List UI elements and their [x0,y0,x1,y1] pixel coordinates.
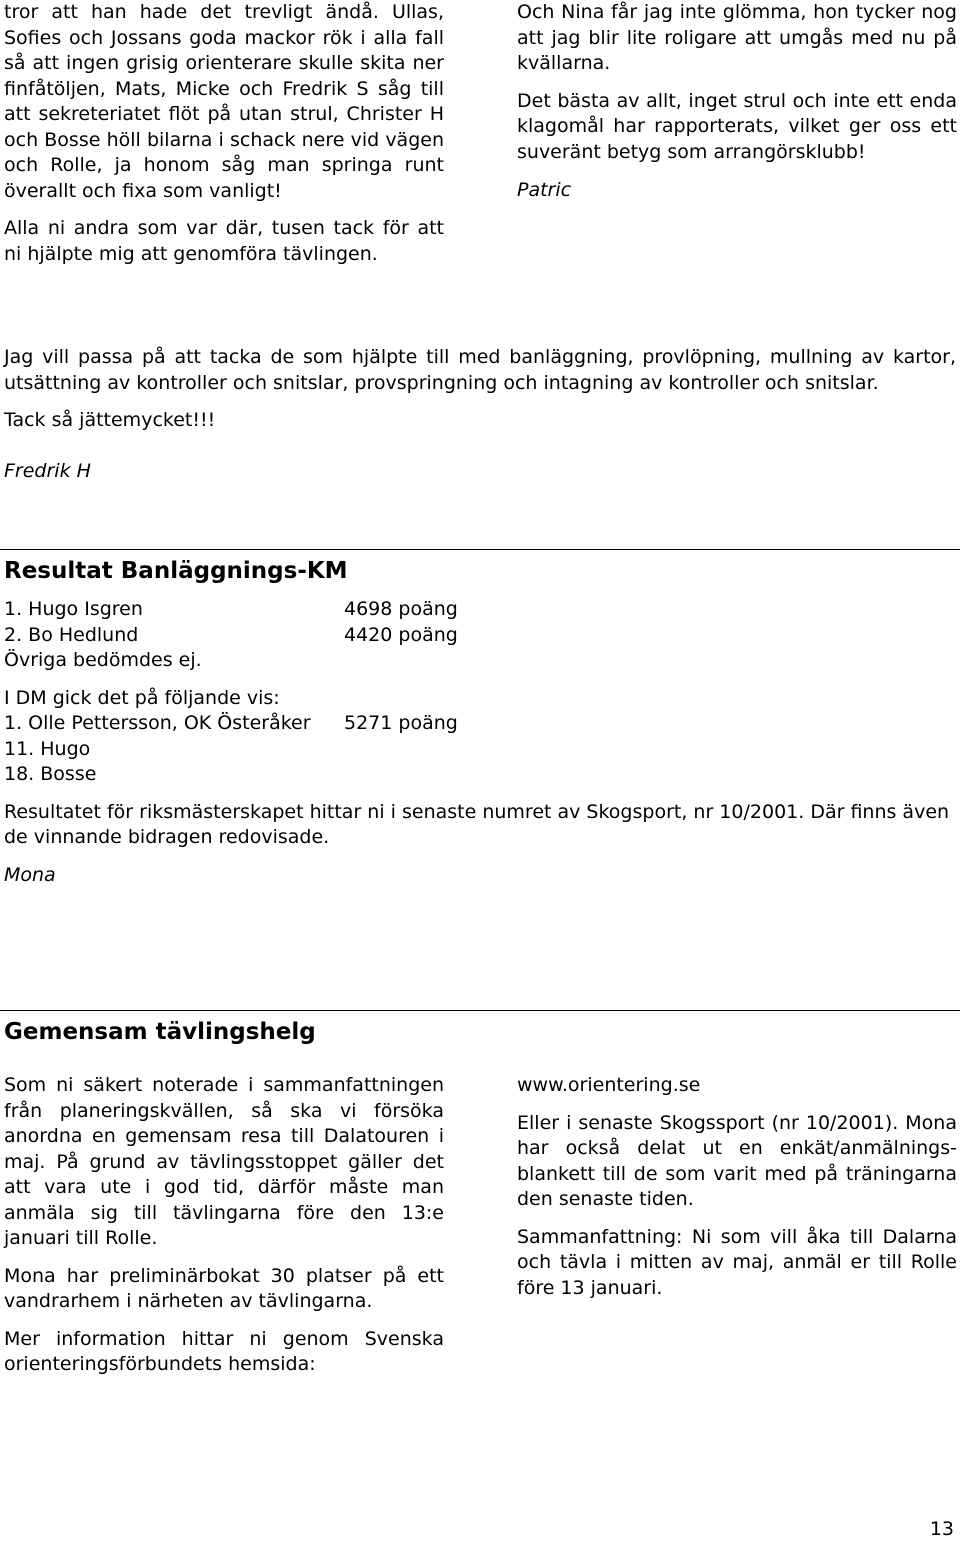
paragraph: Tack så jättemycket!!! [4,409,216,431]
paragraph: Och Nina får jag inte glömma, hon tycker nog att jag blir lite roligare att umgås med nu på kvällarna. [517,1,957,74]
paragraph: Eller i senaste Skogssport (nr 10/2001). Mona har också delat ut en enkät/anmälnings-blankett till de som varit med på träningarna den senaste tiden. [517,1111,957,1210]
list-item [4,711,956,737]
result-name: 1. Hugo Isgren [4,598,143,620]
section-heading: Resultat Banläggnings-KM [4,558,348,584]
km-results-list [4,597,956,648]
paragraph: Alla ni andra som var där, tusen tack för att ni hjälpte mig att genomföra tävlingen. [4,217,444,265]
result-name: 11. Hugo [4,737,91,760]
results-section [4,556,956,888]
list-item [4,737,956,763]
result-name: 18. Bosse [4,763,97,785]
result-points: 4698 poäng [344,598,458,620]
paragraph: Övriga bedömdes ej. [4,649,202,671]
website-link[interactable]: www.orientering.se [517,1074,701,1096]
list-item [4,597,956,623]
weekend-right-column [517,1073,957,1301]
top-right-column [517,0,957,204]
paragraph: Jag vill passa på att tacka de som hjälpte till med banläggning, provlöpning, mullning av kartor, utsättning av kontroller och snitslar, provspringning och intagning av kontroller och snitslar. [4,346,956,394]
paragraph: I DM gick det på följande vis: [4,686,280,709]
paragraph: Sammanfattning: Ni som vill åka till Dalarna och tävla i mitten av maj, anmäl er till Rolle före 13 januari. [517,1225,957,1299]
section-divider [0,549,960,550]
signature: Patric [517,179,572,201]
paragraph: Resultatet för riksmästerskapet hittar ni i senaste numret av Skogsport, nr 10/2001. Där finns även de vinnande bidragen redovisade. [4,800,950,848]
result-points: 5271 poäng [344,712,458,734]
section-heading: Gemensam tävlingshelg [4,1019,316,1045]
list-item [4,762,956,788]
result-name: 1. Olle Pettersson, OK Österåker [4,712,311,734]
thanks-section [4,345,956,484]
top-left-column [4,0,444,267]
paragraph: Det bästa av allt, inget strul och inte ett enda klagomål har rapporterats, vilket ger oss ett suveränt betyg som arrangörsklubb! [517,89,957,163]
page-number: 13 [929,1518,954,1540]
weekend-heading-wrap [4,1017,956,1047]
signature: Fredrik H [4,459,91,482]
dm-results-list [4,711,956,788]
paragraph: tror att han hade det trevligt ändå. Ullas, Sofies och Jossans goda mackor rök i alla fall så att ingen grisig orienterare skulle skita ner finfåtöljen, Mats, Micke och Fredrik S såg till att sekreteriatet flöt på utan strul, Christer H och Bosse höll bilarna i schack nere vid vägen och Rolle, ja honom såg man springa runt överallt och fixa som vanligt! [4,1,444,202]
result-name: 2. Bo Hedlund [4,623,139,646]
list-item [4,623,956,649]
paragraph: Mer information hittar ni genom Svenska orienteringsförbundets hemsida: [4,1327,444,1375]
result-points: 4420 poäng [344,623,458,646]
signature: Mona [4,863,56,886]
section-divider [0,1010,960,1011]
paragraph: Som ni säkert noterade i sammanfattningen från planeringskvällen, så ska vi försöka anordna en gemensam resa till Dalatouren i maj. På grund av tävlingsstoppet gäller det att vara ute i god tid, därför måste man anmäla sig till tävlingarna före den 13:e januari till Rolle. [4,1074,444,1249]
paragraph: Mona har preliminärbokat 30 platser på ett vandrarhem i närheten av tävlingarna. [4,1264,444,1312]
weekend-left-column [4,1073,444,1378]
